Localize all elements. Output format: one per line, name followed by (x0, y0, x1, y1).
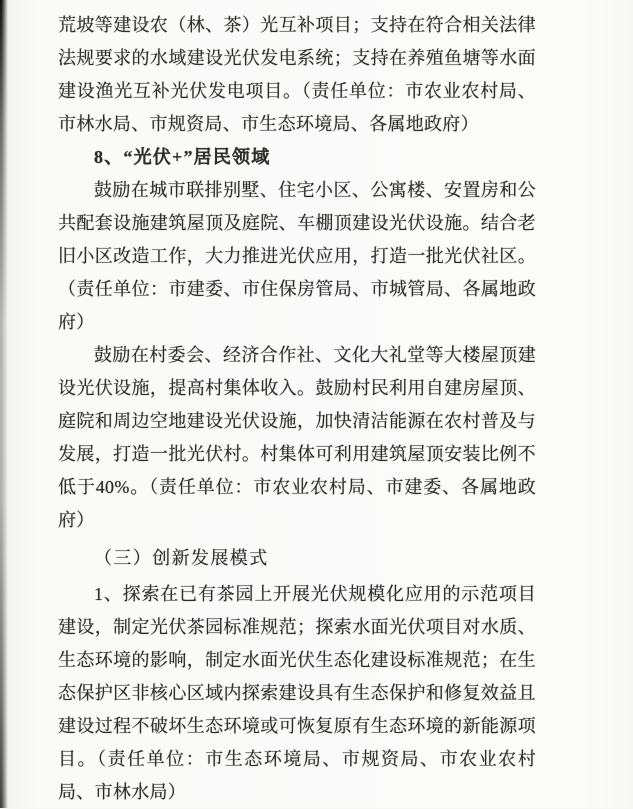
paragraph-rural-village-pv: 鼓励在村委会、经济合作社、文化大礼堂等大楼屋顶建设光伏设施，提高村集体收入。鼓励村民利用自建房屋顶、庭院和周边空地建设光伏设施，加快清洁能源在农村普及与发展，打造一批光伏村。村集体可利用建筑屋顶安装比例不低于40%。（责任单位：市农业农村局、市建委、各属地政府） (58, 345, 536, 530)
heading-innovation-development-mode: （三）创新发展模式 (94, 548, 269, 568)
document-text-block (58, 9, 536, 809)
paragraph-agrivoltaics-continuation: 荒坡等建设农（林、茶）光互补项目；支持在符合相关法律法规要求的水域建设光伏发电系统；支持在养殖鱼塘等水面建设渔光互补光伏发电项目。（责任单位：市农业农村局、市林水局、市规资局、市生态环境局、各属地政府） (58, 15, 536, 134)
scan-edge-shadow (0, 0, 8, 808)
paragraph-innovation-pilot-projects: 1、探索在已有茶园上开展光伏规模化应用的示范项目建设，制定光伏茶园标准规范；探索水面光伏项目对水质、生态环境的影响，制定水面光伏生态化建设标准规范；在生态保护区非核心区域内探索建设具有生态保护和修复效益且建设过程不破坏生态环境或可恢复原有生态环境的新能源项目。（责任单位：市生态环境局、市规资局、市农业农村局、市林水局） (58, 584, 536, 802)
paragraph-urban-residential-pv: 鼓励在城市联排别墅、住宅小区、公寓楼、安置房和公共配套设施建筑屋顶及庭院、车棚顶建设光伏设施。结合老旧小区改造工作，大力推进光伏应用，打造一批光伏社区。（责任单位：市建委、市住保房管局、市城管局、各属地政府） (58, 180, 537, 332)
heading-pv-plus-residential: 8、“光伏+”居民领域 (94, 147, 271, 167)
